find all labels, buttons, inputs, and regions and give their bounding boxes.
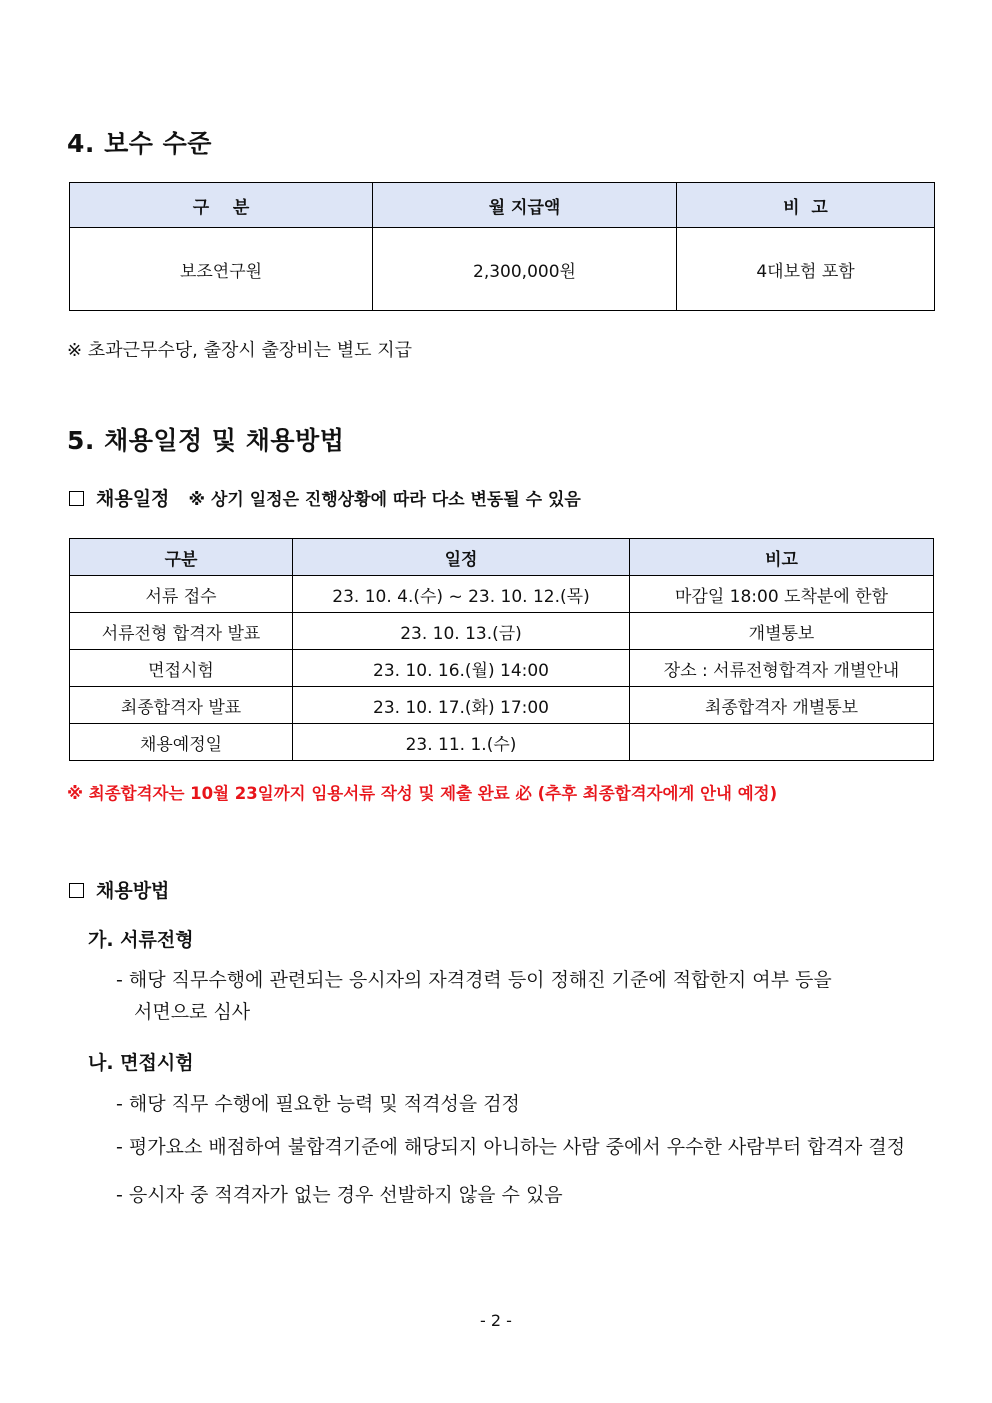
- schedule-cell-note: 최종합격자 개별통보: [630, 687, 934, 724]
- salary-cell-note: 4대보험 포함: [677, 228, 935, 311]
- table-row: [70, 724, 934, 761]
- schedule-heading-row: [69, 484, 581, 511]
- salary-header-amount: 월 지급액: [373, 183, 677, 228]
- schedule-heading: 채용일정: [96, 488, 170, 510]
- method-heading-row: [69, 876, 169, 903]
- schedule-header-date: 일정: [293, 539, 630, 576]
- schedule-header-note: 비고: [630, 539, 934, 576]
- schedule-cell-date: 23. 10. 13.(금): [293, 613, 630, 650]
- checkbox-square-icon: [69, 491, 84, 506]
- table-row: [70, 650, 934, 687]
- section-4-note: ※ 초과근무수당, 출장시 출장비는 별도 지급: [67, 340, 413, 361]
- table-row: [70, 687, 934, 724]
- method-b-item: - 평가요소 배점하여 불합격기준에 해당되지 아니하는 사람 중에서 우수한 사람부터 합격자 결정: [116, 1136, 906, 1158]
- method-a-line-1: - 해당 직무수행에 관련되는 응시자의 자격경력 등이 정해진 기준에 적합한지 여부 등을: [116, 969, 832, 991]
- method-b-title: 나. 면접시험: [88, 1052, 194, 1074]
- method-b-item: - 응시자 중 적격자가 없는 경우 선발하지 않을 수 있음: [116, 1184, 563, 1206]
- method-heading: 채용방법: [96, 880, 170, 902]
- final-pass-warning: ※ 최종합격자는 10월 23일까지 임용서류 작성 및 제출 완료 必 (추후 최종합격자에게 안내 예정): [67, 784, 778, 803]
- method-b-item: - 해당 직무 수행에 필요한 능력 및 적격성을 검정: [116, 1093, 520, 1115]
- table-row: [70, 576, 934, 613]
- schedule-header-category: 구분: [70, 539, 293, 576]
- schedule-cell-note: 장소 : 서류전형합격자 개별안내: [630, 650, 934, 687]
- schedule-cell-category: 채용예정일: [70, 724, 293, 761]
- schedule-cell-date: 23. 10. 16.(월) 14:00: [293, 650, 630, 687]
- method-a-line-2: 서면으로 심사: [134, 1001, 251, 1023]
- schedule-cell-category: 서류전형 합격자 발표: [70, 613, 293, 650]
- schedule-cell-note: [630, 724, 934, 761]
- section-4-title: 4. 보수 수준: [67, 129, 212, 158]
- section-5-title: 5. 채용일정 및 채용방법: [67, 426, 345, 455]
- schedule-cell-category: 서류 접수: [70, 576, 293, 613]
- schedule-cell-category: 면접시험: [70, 650, 293, 687]
- schedule-cell-note: 마감일 18:00 도착분에 한함: [630, 576, 934, 613]
- schedule-cell-note: 개별통보: [630, 613, 934, 650]
- schedule-heading-note: ※ 상기 일정은 진행상황에 따라 다소 변동될 수 있음: [188, 490, 581, 510]
- method-a-title: 가. 서류전형: [88, 929, 194, 951]
- salary-table: [69, 182, 935, 311]
- table-row: [70, 613, 934, 650]
- salary-header-category: 구 분: [70, 183, 373, 228]
- salary-cell-position: 보조연구원: [70, 228, 373, 311]
- salary-header-note: 비 고: [677, 183, 935, 228]
- checkbox-square-icon: [69, 883, 84, 898]
- schedule-cell-date: 23. 11. 1.(수): [293, 724, 630, 761]
- schedule-cell-date: 23. 10. 17.(화) 17:00: [293, 687, 630, 724]
- schedule-table: [69, 538, 934, 761]
- salary-cell-amount: 2,300,000원: [373, 228, 677, 311]
- page-number: - 2 -: [480, 1311, 512, 1330]
- schedule-cell-date: 23. 10. 4.(수) ~ 23. 10. 12.(목): [293, 576, 630, 613]
- schedule-cell-category: 최종합격자 발표: [70, 687, 293, 724]
